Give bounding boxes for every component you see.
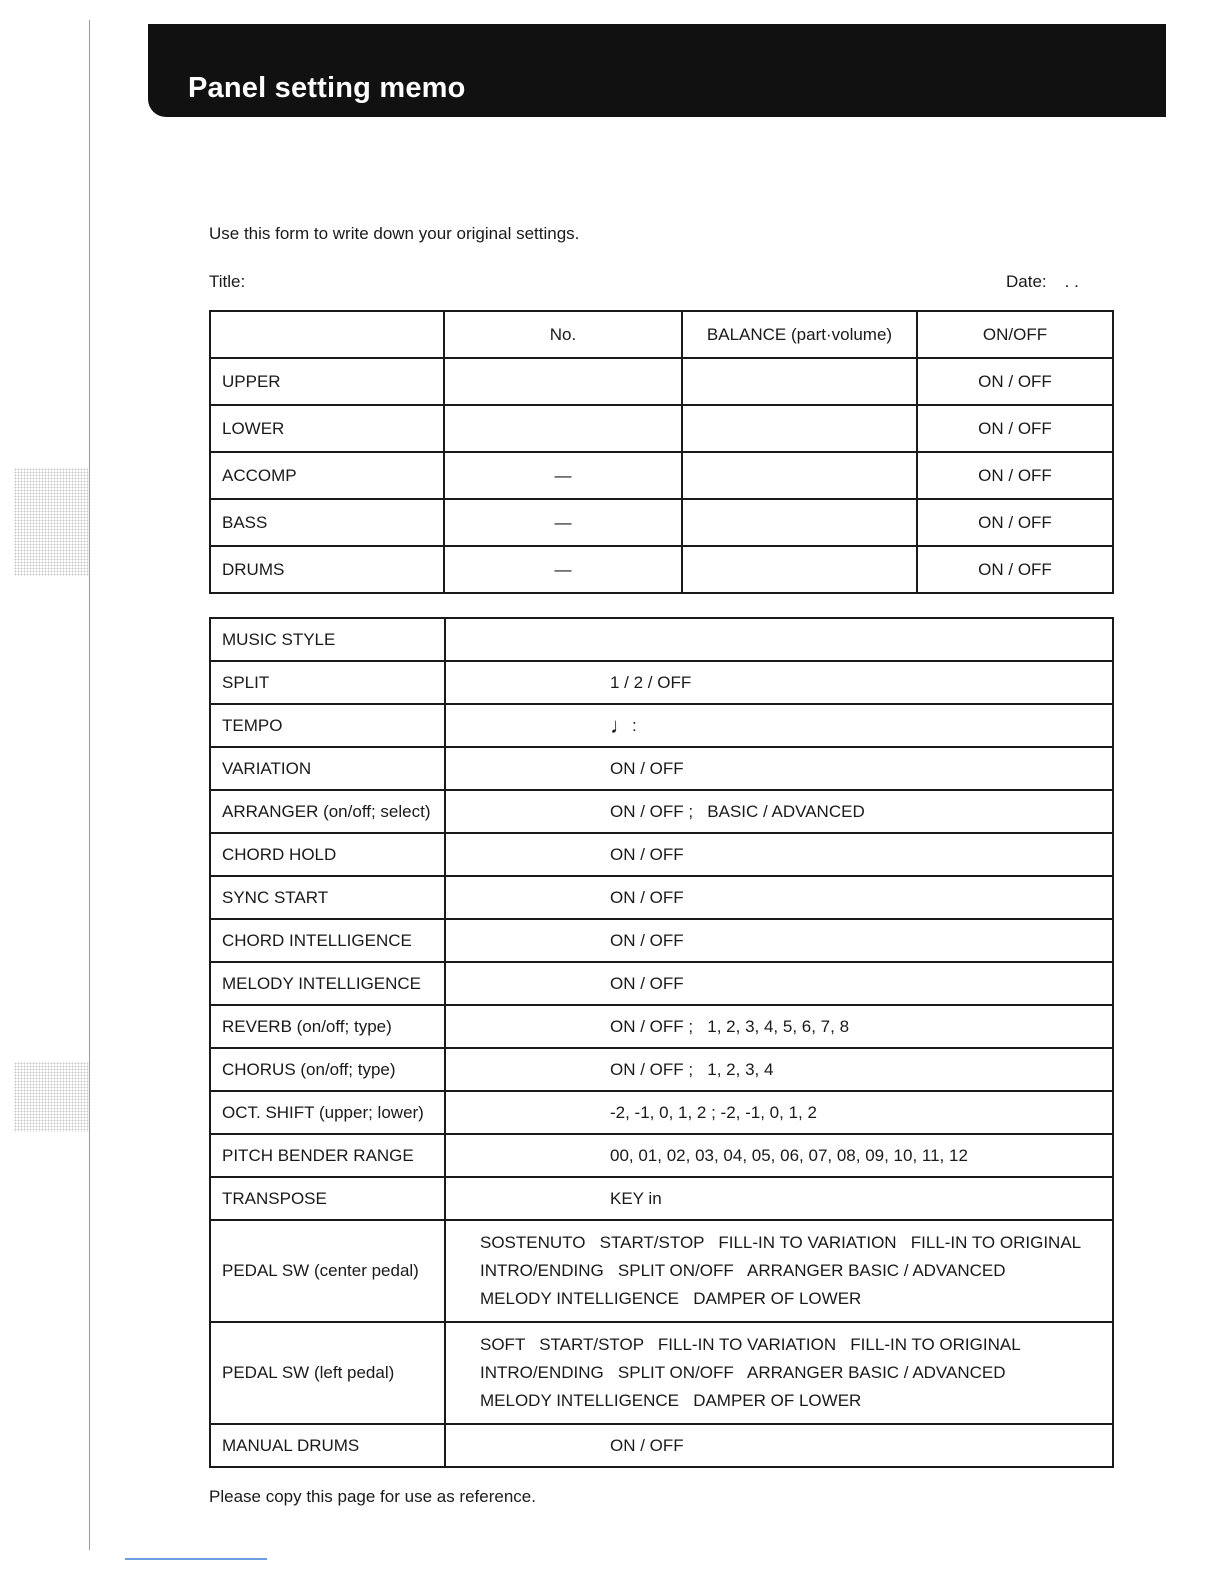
footer-note: Please copy this page for use as reference. <box>209 1487 536 1506</box>
setting-label: SYNC START <box>210 876 445 919</box>
part-no: — <box>444 452 682 499</box>
table-row <box>210 546 1113 593</box>
setting-label: SPLIT <box>210 661 445 704</box>
setting-value: ON / OFF <box>445 962 1113 1005</box>
part-onoff: ON / OFF <box>917 405 1113 452</box>
part-label: LOWER <box>210 405 444 452</box>
setting-label: MUSIC STYLE <box>210 618 445 661</box>
table-row <box>210 1424 1113 1467</box>
part-label: BASS <box>210 499 444 546</box>
part-balance <box>682 452 917 499</box>
table-row <box>210 747 1113 790</box>
setting-value-options <box>445 1220 1113 1322</box>
table-row <box>210 876 1113 919</box>
date-label-text: Date: <box>1006 272 1047 291</box>
setting-value: ON / OFF ; 1, 2, 3, 4, 5, 6, 7, 8 <box>445 1005 1113 1048</box>
setting-label: MELODY INTELLIGENCE <box>210 962 445 1005</box>
table-row <box>210 1134 1113 1177</box>
table-row <box>210 358 1113 405</box>
table-row <box>210 452 1113 499</box>
table-row <box>210 618 1113 661</box>
setting-label: PITCH BENDER RANGE <box>210 1134 445 1177</box>
intro-text: Use this form to write down your original settings. <box>209 224 580 243</box>
setting-label: CHORD INTELLIGENCE <box>210 919 445 962</box>
part-onoff: ON / OFF <box>917 358 1113 405</box>
setting-value <box>445 704 1113 747</box>
setting-label: REVERB (on/off; type) <box>210 1005 445 1048</box>
table-row <box>210 962 1113 1005</box>
setting-value: 00, 01, 02, 03, 04, 05, 06, 07, 08, 09, 10, 11, 12 <box>445 1134 1113 1177</box>
page-title: Panel setting memo <box>188 72 466 104</box>
setting-value: KEY in <box>445 1177 1113 1220</box>
option-line: INTRO/ENDING SPLIT ON/OFF ARRANGER BASIC / ADVANCED <box>480 1363 1006 1382</box>
setting-value <box>445 618 1113 661</box>
header-cell-no: No. <box>444 311 682 358</box>
setting-value: ON / OFF <box>445 747 1113 790</box>
part-onoff: ON / OFF <box>917 499 1113 546</box>
setting-label: ARRANGER (on/off; select) <box>210 790 445 833</box>
header-cell-part <box>210 311 444 358</box>
setting-value: ON / OFF <box>445 1424 1113 1467</box>
table-row <box>210 919 1113 962</box>
part-balance <box>682 546 917 593</box>
parts-table <box>209 310 1114 594</box>
table-header-row <box>210 311 1113 358</box>
header-bar <box>148 24 1166 117</box>
part-label: DRUMS <box>210 546 444 593</box>
setting-value: ON / OFF <box>445 833 1113 876</box>
setting-label: MANUAL DRUMS <box>210 1424 445 1467</box>
table-row <box>210 833 1113 876</box>
table-row <box>210 661 1113 704</box>
option-line: SOFT START/STOP FILL-IN TO VARIATION FILL-IN TO ORIGINAL <box>480 1335 1021 1354</box>
option-line: INTRO/ENDING SPLIT ON/OFF ARRANGER BASIC / ADVANCED <box>480 1261 1006 1280</box>
setting-label: CHORUS (on/off; type) <box>210 1048 445 1091</box>
page-margin-rule <box>89 20 90 1550</box>
setting-value: ON / OFF <box>445 919 1113 962</box>
tempo-colon: : <box>632 715 637 735</box>
setting-value: ON / OFF ; 1, 2, 3, 4 <box>445 1048 1113 1091</box>
option-line: SOSTENUTO START/STOP FILL-IN TO VARIATION FILL-IN TO ORIGINAL <box>480 1233 1082 1252</box>
table-row <box>210 499 1113 546</box>
part-balance <box>682 405 917 452</box>
page-edge-mark <box>125 1558 267 1560</box>
setting-value: ON / OFF ; BASIC / ADVANCED <box>445 790 1113 833</box>
setting-label: PEDAL SW (center pedal) <box>210 1220 445 1322</box>
scan-speckle <box>14 468 90 576</box>
scan-speckle <box>14 1062 90 1132</box>
part-onoff: ON / OFF <box>917 452 1113 499</box>
part-balance <box>682 499 917 546</box>
setting-value: 1 / 2 / OFF <box>445 661 1113 704</box>
setting-label: TEMPO <box>210 704 445 747</box>
setting-label: CHORD HOLD <box>210 833 445 876</box>
setting-label: VARIATION <box>210 747 445 790</box>
date-value: . . <box>1064 272 1079 291</box>
table-row <box>210 1048 1113 1091</box>
table-row <box>210 790 1113 833</box>
part-label: ACCOMP <box>210 452 444 499</box>
part-no <box>444 405 682 452</box>
part-label: UPPER <box>210 358 444 405</box>
option-line: MELODY INTELLIGENCE DAMPER OF LOWER <box>480 1289 862 1308</box>
setting-label: TRANSPOSE <box>210 1177 445 1220</box>
setting-value-options <box>445 1322 1113 1424</box>
setting-label: PEDAL SW (left pedal) <box>210 1322 445 1424</box>
settings-table <box>209 617 1114 1468</box>
table-row <box>210 1091 1113 1134</box>
part-no: — <box>444 499 682 546</box>
title-label: Title: <box>209 272 246 291</box>
option-line: MELODY INTELLIGENCE DAMPER OF LOWER <box>480 1391 862 1410</box>
table-row <box>210 704 1113 747</box>
part-no <box>444 358 682 405</box>
date-label <box>1006 272 1079 292</box>
part-no: — <box>444 546 682 593</box>
setting-value: ON / OFF <box>445 876 1113 919</box>
table-row <box>210 405 1113 452</box>
quarter-note-icon: ♩ <box>610 712 632 738</box>
table-row <box>210 1322 1113 1424</box>
header-cell-onoff: ON/OFF <box>917 311 1113 358</box>
part-balance <box>682 358 917 405</box>
table-row <box>210 1177 1113 1220</box>
table-row <box>210 1005 1113 1048</box>
setting-label: OCT. SHIFT (upper; lower) <box>210 1091 445 1134</box>
table-row <box>210 1220 1113 1322</box>
setting-value: -2, -1, 0, 1, 2 ; -2, -1, 0, 1, 2 <box>445 1091 1113 1134</box>
part-onoff: ON / OFF <box>917 546 1113 593</box>
header-cell-balance: BALANCE (part·volume) <box>682 311 917 358</box>
